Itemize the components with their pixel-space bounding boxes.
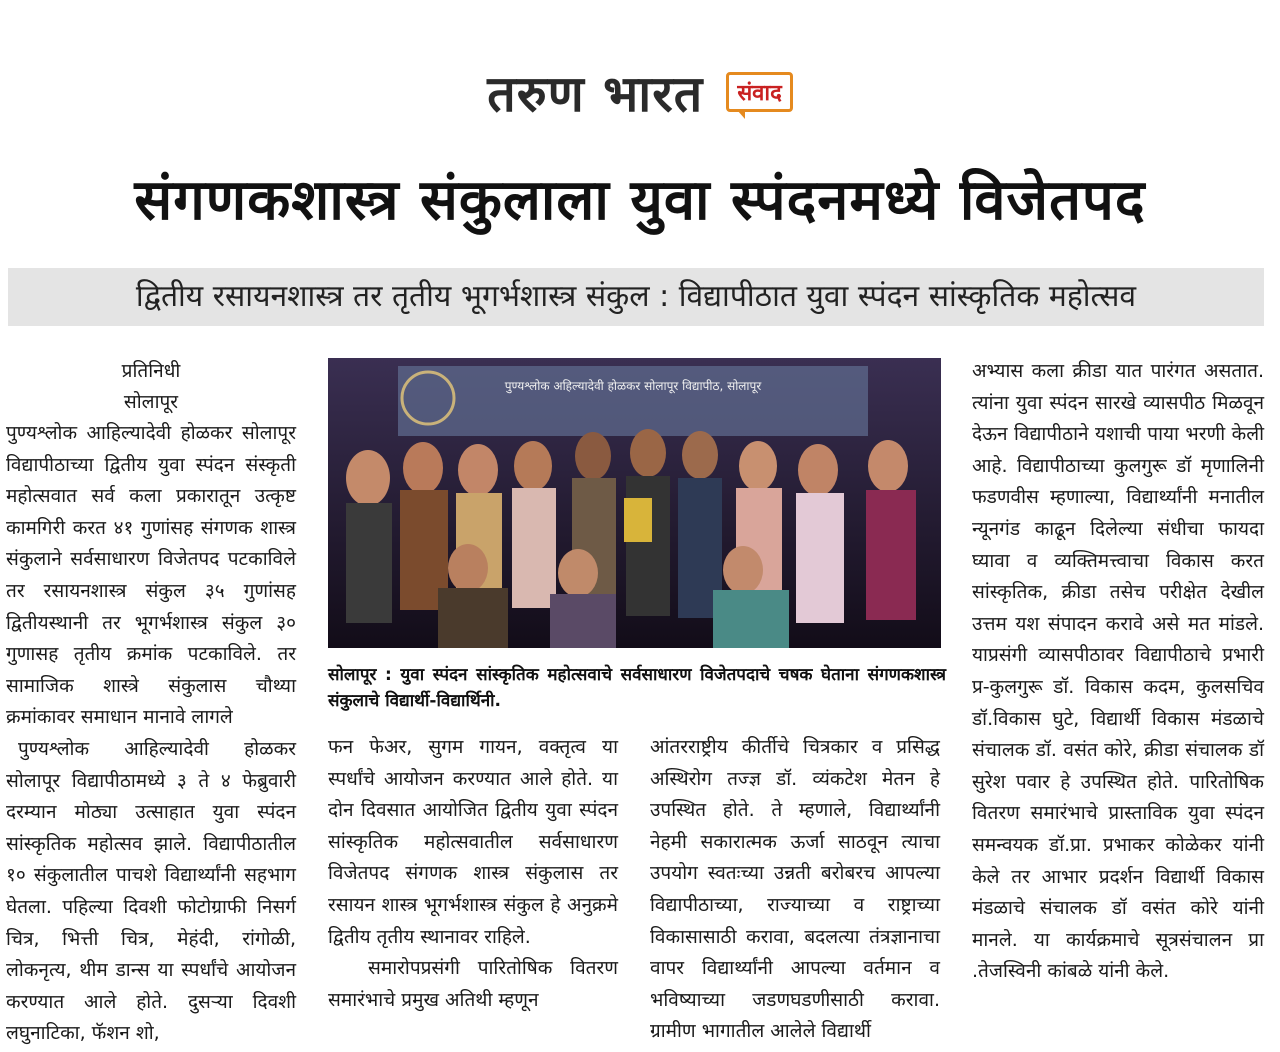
subheadline: द्वितीय रसायनशास्त्र तर तृतीय भूगर्भशास्त्र संकुल : विद्यापीठात युवा स्पंदन सांस्कृतिक महोत्सव (8, 268, 1264, 326)
trophy (624, 498, 652, 542)
column-1 (6, 356, 296, 1050)
article-paragraph: पुण्यश्लोक आहिल्यादेवी होळकर सोलापूर विद्यापीठाच्या द्वितीय युवा स्पंदन संस्कृती महोत्सवात सर्व कला प्रकारातून उत्कृष्ट कामगिरी करत ४१ गुणांसह संगणक शास्त्र संकुलाने सर्वसाधारण विजेतपद पटकाविले तर रसायनशास्त्र संकुल ३५ गुणांसह द्वितीयस्थानी तर भूगर्भशास्त्र संकुल ३० गुणासह तृतीय क्रमांक पटकाविले. तर सामाजिक शास्त्रे संकुलास चौथ्या क्रमांकावर समाधान मानावे लागले (6, 422, 296, 729)
newspaper-brand: तरुण भारत (487, 65, 704, 123)
banner-text: पुण्यश्लोक अहिल्यादेवी होळकर सोलापूर विद्यापीठ, सोलापूर (504, 379, 762, 393)
column-2 (328, 732, 618, 1016)
photo-caption: सोलापूर : युवा स्पंदन सांस्कृतिक महोत्सवाचे सर्वसाधारण विजेतपदाचे चषक घेताना संगणकशास्त्र संकुलाचे विद्यार्थी-विद्यार्थिनी. (328, 665, 946, 711)
column-4 (972, 356, 1264, 988)
headline: संगणकशास्त्र संकुलाला युवा स्पंदनमध्ये विजेतपद (134, 168, 1146, 233)
article-paragraph: अभ्यास कला क्रीडा यात पारंगत असतात. त्यांना युवा स्पंदन सारखे व्यासपीठ मिळवून देऊन विद्यापीठाने यशाची पाया भरणी केली आहे. विद्यापीठाच्या कुलगुरू डॉ मृणालिनी फडणवीस म्हणाल्या, विद्यार्थ्यांनी मनातील न्यूनगंड काढून दिलेल्या संधीचा फायदा घ्यावा व व्यक्तिमत्त्वाचा विकास करत सांस्कृतिक, क्रीडा तसेच परीक्षेत देखील उत्तम यश संपादन करावे असे मत मांडले. याप्रसंगी व्यासपीठावर विद्यापीठाचे प्रभारी प्र-कुलगुरू डॉ. विकास कदम, कुलसचिव डॉ.विकास घुटे, विद्यार्थी विकास मंडळाचे संचालक डॉ. वसंत कोरे, क्रीडा संचालक डॉ सुरेश पवार हे उपस्थित होते. पारितोषिक वितरण समारंभाचे प्रास्ताविक युवा स्पंदन समन्वयक डॉ.प्रा. प्रभाकर कोळेकर यांनी केले तर आभार प्रदर्शन विद्यार्थी विकास मंडळाचे संचालक डॉ वसंत कोरे यांनी मानले. या कार्यक्रमाचे सूत्रसंचालन प्रा .तेजस्विनी कांबळे यांनी केले. (972, 360, 1264, 983)
article-paragraph: फन फेअर, सुगम गायन, वक्तृत्व या स्पर्धांचे आयोजन करण्यात आले होते. या दोन दिवसात आयोजित द्वितीय युवा स्पंदन सांस्कृतिक महोत्सवातील सर्वसाधारण विजेतपद संगणक शास्त्र संकुलास तर रसायन शास्त्र भूगर्भशास्त्र संकुल हे अनुक्रमे द्वितीय तृतीय स्थानावर राहिले. (328, 736, 618, 948)
article-paragraph: आंतरराष्ट्रीय कीर्तीचे चित्रकार व प्रसिद्ध अस्थिरोग तज्ज्ञ डॉ. व्यंकटेश मेतन हे उपस्थित होते. ते म्हणाले, विद्यार्थ्यांनी नेहमी सकारात्मक ऊर्जा साठवून त्याचा उपयोग स्वतःच्या उन्नती बरोबरच आपल्या विद्यापीठाच्या, राज्याच्या व राष्ट्राच्या विकासासाठी करावा, बदलत्या तंत्रज्ञानाचा वापर विद्यार्थ्यांनी आपल्या वर्तमान व भविष्याच्या जडणघडणीसाठी करावा. ग्रामीण भागातील आलेले विद्यार्थी (650, 736, 940, 1043)
event-photo (328, 358, 941, 648)
brand-tag: संवाद (726, 72, 792, 112)
event-photo-illustration (328, 358, 941, 648)
byline-reporter: प्रतिनिधी (121, 360, 181, 382)
article-paragraph: पुण्यश्लोक आहिल्यादेवी होळकर सोलापूर विद्यापीठामध्ये ३ ते ४ फेब्रुवारी दरम्यान मोठ्या उत्साहात युवा स्पंदन सांस्कृतिक महोत्सव झाले. विद्यापीठातील १० संकुलातील पाचशे विद्यार्थ्यांनी सहभाग घेतला. पहिल्या दिवशी फोटोग्राफी निसर्ग चित्र, भित्ती चित्र, मेहंदी, रांगोळी, लोकनृत्य, थीम डान्स या स्पर्धांचे आयोजन करण्यात आले होते. दुसऱ्या दिवशी लघुनाटिका, फॅशन शो, (6, 737, 296, 1045)
byline (6, 356, 296, 418)
article-paragraph: समारोपप्रसंगी पारितोषिक वितरण समारंभाचे प्रमुख अतिथी म्हणून (328, 957, 618, 1011)
byline-place: सोलापूर (123, 391, 179, 413)
column-3 (650, 732, 940, 1048)
stage-banner (398, 366, 868, 436)
masthead (0, 58, 1280, 138)
